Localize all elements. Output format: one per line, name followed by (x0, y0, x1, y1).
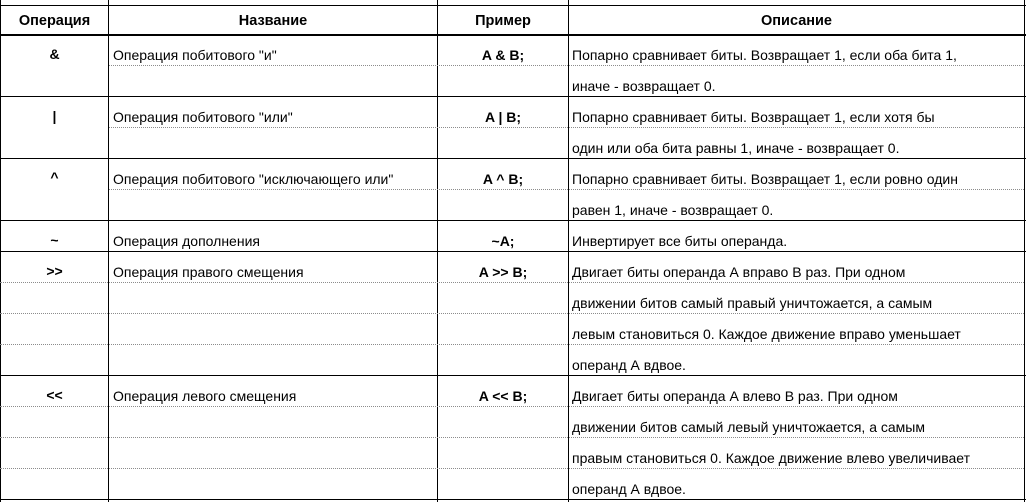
subrow-line (0, 468, 1024, 469)
description-line: Попарно сравнивает биты. Возвращает 1, если оба бита 1, (572, 47, 957, 63)
description-line: левым становиться 0. Каждое движение вправо уменьшает (572, 326, 961, 342)
description-line: Инвертирует все биты операнда. (572, 233, 788, 249)
row-divider (0, 220, 1026, 221)
row-divider (0, 251, 1026, 252)
table-border-bottom (0, 499, 1026, 500)
description-line: иначе - возвращает 0. (572, 78, 716, 94)
description-line: равен 1, иначе - возвращает 0. (572, 202, 774, 218)
example-cell: ~A; (491, 233, 515, 249)
operator-cell: >> (46, 263, 63, 279)
description-line: один или оба бита равны 1, иначе - возвращает 0. (572, 140, 900, 156)
operator-cell: ^ (50, 169, 59, 185)
subrow-line (0, 313, 1024, 314)
subrow-line (0, 406, 1024, 407)
subrow-line (0, 344, 1024, 345)
subrow-line (0, 282, 1024, 283)
example-cell: A & B; (481, 47, 525, 63)
name-cell: Операция правого смещения (113, 264, 304, 280)
name-cell: Операция побитового "и" (113, 47, 277, 63)
name-cell: Операция побитового "исключающего или" (113, 171, 394, 187)
subrow-line (109, 65, 1024, 66)
subrow-line (0, 437, 1024, 438)
description-line: движении битов самый левый уничтожается, а самым (572, 419, 925, 435)
description-line: Попарно сравнивает биты. Возвращает 1, если ровно один (572, 171, 958, 187)
name-cell: Операция дополнения (113, 233, 260, 249)
example-cell: A << B; (478, 388, 528, 404)
subrow-line (109, 127, 1024, 128)
name-cell: Операция левого смещения (113, 388, 297, 404)
operator-cell: ~ (50, 232, 59, 248)
description-line: движении битов самый правый уничтожается, а самым (572, 295, 933, 311)
row-divider (0, 375, 1026, 376)
header-name: Название (238, 13, 308, 29)
header-description: Описание (761, 13, 832, 29)
table-border-top (0, 5, 1026, 6)
row-divider (0, 96, 1026, 97)
description-line: операнд А вдвое. (572, 357, 686, 373)
row-divider (0, 158, 1026, 159)
header-divider (0, 34, 1026, 36)
name-cell: Операция побитового "или" (113, 109, 293, 125)
description-line: правым становиться 0. Каждое движение влево увеличивает (572, 450, 971, 466)
description-line: операнд А вдвое. (572, 481, 686, 497)
operator-cell: & (49, 46, 60, 62)
description-line: Попарно сравнивает биты. Возвращает 1, если хотя бы (572, 109, 935, 125)
header-example: Пример (475, 13, 531, 29)
description-line: Двигает биты операнда А влево В раз. При одном (572, 388, 898, 404)
header-operation: Операция (18, 13, 91, 29)
example-cell: A | B; (484, 109, 522, 125)
subrow-line (109, 189, 1024, 190)
operator-cell: << (46, 387, 63, 403)
description-line: Двигает биты операнда А вправо В раз. При одном (572, 264, 906, 280)
example-cell: A >> B; (478, 264, 528, 280)
operator-cell: | (52, 108, 57, 124)
example-cell: A ^ B; (482, 171, 524, 187)
